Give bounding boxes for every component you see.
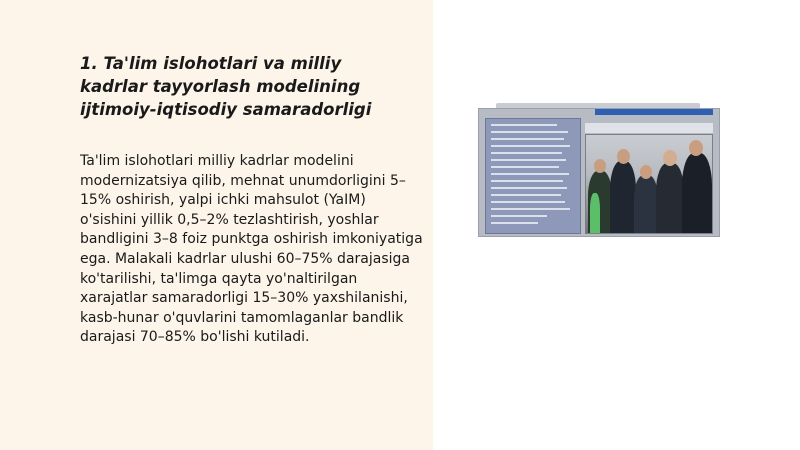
picture-accent-bar — [595, 109, 713, 115]
picture-text-card — [485, 118, 581, 234]
slide-title: 1. Ta'lim islohotlari va milliy kadrlar tayyorlash modelining ijtimoiy-iqtisodiy samaradorligi — [80, 54, 372, 119]
slide-picture — [478, 103, 720, 237]
slide-body-text: Ta'lim islohotlari milliy kadrlar modelini modernizatsiya qilib, mehnat unumdorligini 5–15% oshirish, yalpi ichki mahsulot (YaIM) o'sishini yillik 0,5–2% tezlashtirish, yoshlar bandligini 3–8 foiz punktga oshirish imkoniyatiga ega. Malakali kadrlar ulushi 60–75% darajasiga ko'tarilishi, ta'limga qayta yo'naltirilgan xarajatlar samaradorligi 15–30% yaxshilanishi, kasb-hunar o'quvlarini tamomlaganlar bandlik darajasi 70–85% bo'lishi kutiladi. — [80, 153, 423, 346]
event-photo — [585, 134, 713, 234]
photo-caption-strip — [585, 123, 713, 133]
picture-frame — [478, 108, 720, 237]
